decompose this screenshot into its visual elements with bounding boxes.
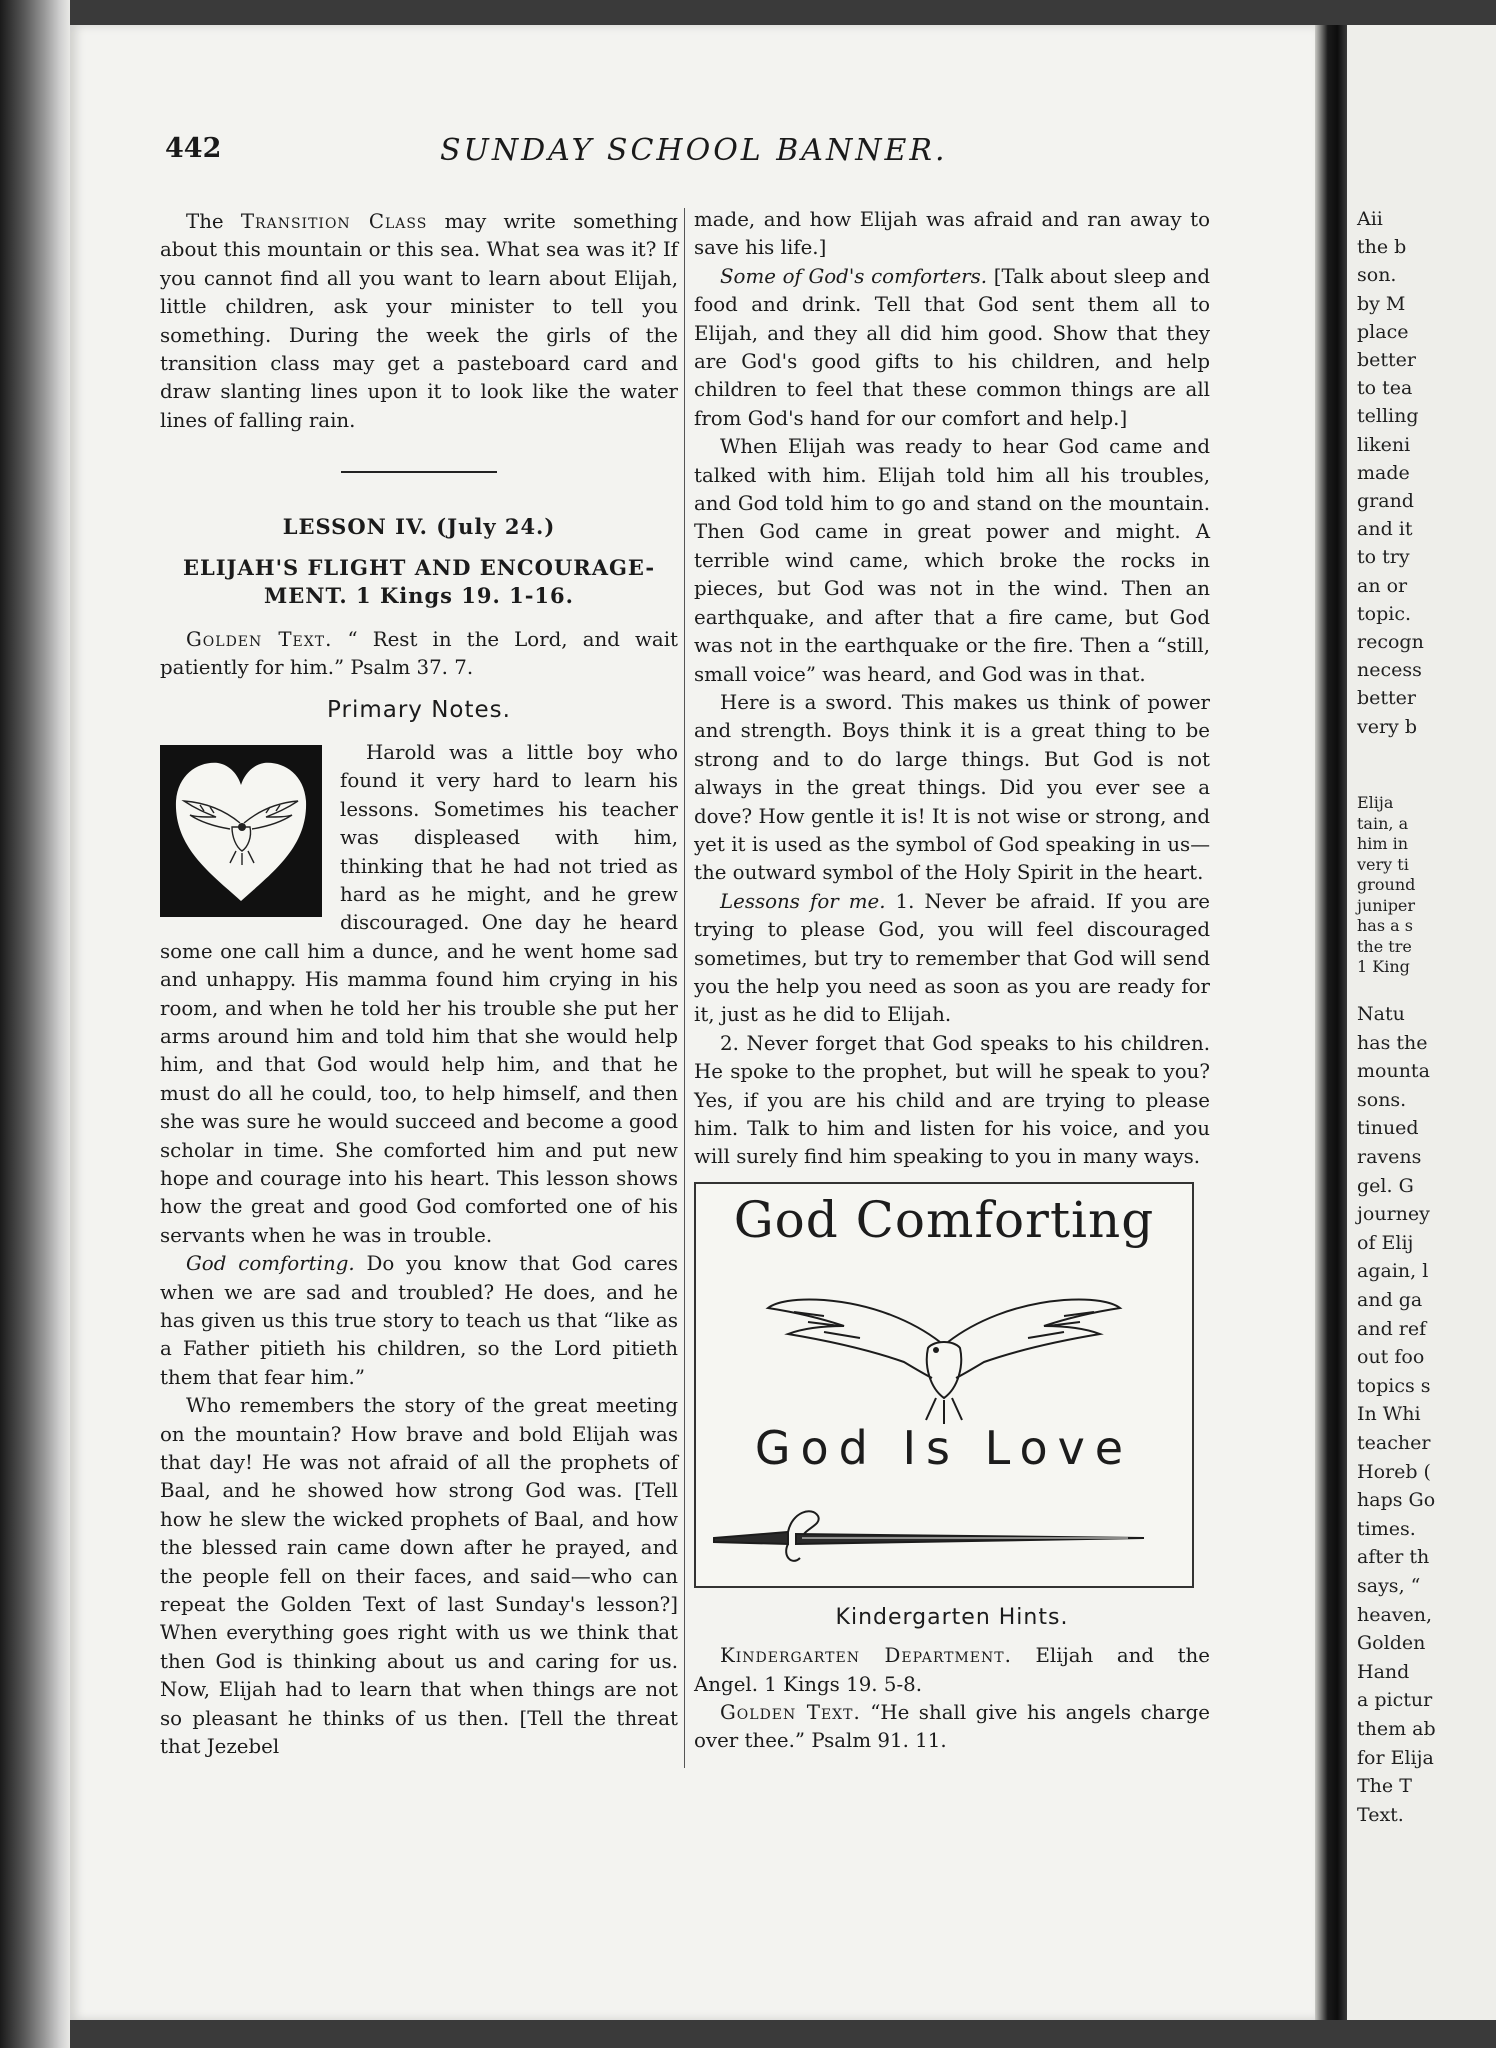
- heart-dove-illustration: [160, 745, 322, 917]
- transition-class-paragraph: The Transition Class may write something about this mountain or this sea. What sea was it? If you cannot find all you want to learn about Elijah, little children, ask your minister to tell you something. During the week the girls of the transition class may get a pasteboard card and draw slanting lines upon it to look like the water lines of falling rain.: [160, 210, 679, 432]
- column-divider: [684, 208, 685, 1768]
- next-page-line: a pictur: [1357, 1689, 1433, 1712]
- next-page-line: better: [1357, 687, 1417, 710]
- next-page-line: Text.: [1357, 1803, 1404, 1826]
- next-page-line: ravens: [1357, 1146, 1422, 1168]
- next-page-line: Hand: [1357, 1660, 1410, 1683]
- next-page-line: tinued: [1357, 1117, 1419, 1140]
- next-page-line: heaven,: [1357, 1603, 1433, 1626]
- god-talked-paragraph: When Elijah was ready to hear God came and talked with him. Elijah told him all his troubles, and God told him to go and stand on the mountain. Then God came in great power and might. A terrible wind came, which broke the rocks in pieces, but God was not in the wind. Then an earthquake, and after that a fire came, but God was not in the earthquake or the fire. Then a “still, small voice” was heard, and God was in that.: [694, 435, 1210, 686]
- page-number: 442: [165, 133, 222, 164]
- running-title: SUNDAY SCHOOL BANNER.: [440, 133, 948, 168]
- next-page-line: Golden: [1357, 1632, 1426, 1655]
- next-page-line: him in: [1357, 834, 1409, 853]
- book-spine: [1315, 25, 1347, 2020]
- next-page-line: In Whi: [1357, 1403, 1421, 1426]
- next-page-line: Natu: [1357, 1003, 1405, 1025]
- lesson-number: LESSON IV. (July 24.): [282, 514, 556, 540]
- next-page-line: place: [1357, 320, 1409, 343]
- next-page-line: to try: [1357, 546, 1410, 569]
- next-page-line: Aii: [1357, 208, 1383, 230]
- next-page-line: again, l: [1357, 1260, 1429, 1283]
- kindergarten-golden-text: Golden Text. “He shall give his angels charge over thee.” Psalm 91. 11.: [694, 1701, 1210, 1753]
- next-page-line: 1 King: [1357, 957, 1410, 976]
- next-page-line: for Elija: [1357, 1746, 1434, 1769]
- next-page-line: The T: [1357, 1775, 1412, 1798]
- next-page-line: telling: [1357, 405, 1419, 428]
- next-page-line: them ab: [1357, 1718, 1436, 1740]
- next-page-line: necess: [1357, 659, 1422, 682]
- lesson-title: ELIJAH'S FLIGHT AND ENCOURAGE-MENT. 1 Kings 19. 1-16.: [182, 554, 656, 608]
- next-page-line: haps Go: [1357, 1489, 1436, 1512]
- next-page-line: grand: [1357, 490, 1414, 512]
- next-page-line: journey: [1357, 1203, 1430, 1226]
- next-page-line: topics s: [1357, 1374, 1431, 1397]
- right-column: [694, 206, 1210, 1756]
- next-page-fragment: [1347, 25, 1496, 2020]
- god-comforting-illustration: [694, 1182, 1194, 1588]
- sword-icon: [708, 1502, 1148, 1572]
- kindergarten-department-paragraph: Kindergarten Department. Elijah and the Angel. 1 Kings 19. 5-8.: [694, 1644, 1210, 1696]
- next-page-line: ground: [1357, 875, 1416, 894]
- next-page-line: and it: [1357, 518, 1413, 541]
- section-divider: [341, 471, 497, 473]
- book-gutter: [0, 0, 70, 2048]
- next-page-line: juniper: [1357, 895, 1416, 915]
- next-page-line: after th: [1357, 1546, 1430, 1569]
- next-page-line: made: [1357, 461, 1410, 484]
- kindergarten-hints-title: Kindergarten Hints.: [835, 1604, 1069, 1630]
- next-page-line: recogn: [1357, 631, 1424, 653]
- next-page-line: son.: [1357, 264, 1397, 287]
- next-page-line: of Elij: [1357, 1231, 1414, 1254]
- lessons-for-me-paragraph: Lessons for me. 1. Never be afraid. If you are trying to please God, you will feel discouraged sometimes, but try to remember that God will send you the help you need as soon as you are ready for it, just as he did to Elijah.: [694, 889, 1211, 1027]
- god-comforting-paragraph: God comforting. Do you know that God cares when we are sad and troubled? He does, and he has given us this true story to teach us that “like as a Father pitieth his children, so the Lord pitieth them that fear him.”: [160, 1252, 678, 1389]
- next-page-line: very ti: [1357, 854, 1409, 874]
- primary-notes-title: Primary Notes.: [327, 697, 511, 724]
- next-page-line: Horeb (: [1357, 1460, 1431, 1483]
- next-page-line: teacher: [1357, 1432, 1431, 1454]
- illustration-bottom-text: God Is Love: [754, 1420, 1134, 1475]
- next-page-line: mounta: [1357, 1060, 1430, 1083]
- next-page-line: has a s: [1357, 916, 1413, 935]
- next-page-line: out foo: [1357, 1346, 1425, 1369]
- golden-text: Golden Text. “ Rest in the Lord, and wait patiently for him.” Psalm 37. 7.: [160, 627, 678, 680]
- next-page-line: and ref: [1357, 1317, 1427, 1340]
- next-page-line: to tea: [1357, 377, 1413, 400]
- illustration-top-text: God Comforting: [733, 1190, 1155, 1249]
- next-page-line: and ga: [1357, 1289, 1423, 1311]
- mountain-meeting-paragraph: Who remembers the story of the great meeting on the mountain? How brave and bold Elijah was that day! He was not afraid of all the prophets of Baal, and he showed how strong God was. [Tell how he slew the wicked prophets of Baal, and how the blessed rain came down after he prayed, and the people fell on their faces, and said—who can repeat the Golden Text of last Sunday's lesson?] When everything goes right with us we think that then God is thinking about us and caring for us. Now, Elijah had to learn that when things are not so pleasant he thinks of us then. [Tell the threat that Jezebel: [160, 1394, 678, 1759]
- next-page-line: gel. G: [1357, 1174, 1414, 1197]
- next-page-line: likeni: [1357, 433, 1411, 456]
- next-page-line: the b: [1357, 236, 1407, 259]
- heart-dove-icon: [170, 755, 312, 907]
- harold-paragraph: Harold was a little boy who found it very hard to learn his lessons. Sometimes his teacher was displeased with him, thinking that he had not tried as hard as he might, and he grew discouraged. One day he heard some one call him a dunce, and he went home sad and unhappy. His mamma found him crying in his room, and when he told her his trouble she put her arms around him and told him that she would help him, and that God would help him, and that he must do all he could, too, to help himself, and then she was sure he would succeed and become a good scholar in time. She comforted him and put new hope and courage into his heart. This lesson shows how the great and good God comforted one of his servants when he was in trouble.: [160, 740, 678, 1247]
- comforters-paragraph: Some of God's comforters. [Talk about sleep and food and drink. Tell that God sent them all to Elijah, and they all did him good. Show that they are God's good gifts to his children, and help children to feel that these common things are all from God's hand for our comfort and help.]: [694, 264, 1210, 430]
- next-page-line: says, “: [1357, 1575, 1421, 1597]
- next-page-line: very b: [1357, 715, 1417, 738]
- dove-icon: [764, 1282, 1124, 1432]
- continuation-paragraph: made, and how Elijah was afraid and ran away to save his life.]: [694, 208, 1210, 260]
- lesson-two-paragraph: 2. Never forget that God speaks to his children. He spoke to the prophet, but will he speak to you? Yes, if you are his child and are trying to please him. Talk to him and listen for his voice, and you will surely find him speaking to you in many ways.: [694, 1031, 1210, 1169]
- next-page-line: tain, a: [1357, 813, 1409, 833]
- next-page-line: the tre: [1357, 936, 1412, 956]
- next-page-line: by M: [1357, 292, 1406, 315]
- next-page-line: an or: [1357, 574, 1408, 597]
- next-page-line: topic.: [1357, 602, 1411, 625]
- next-page-line: sons.: [1357, 1088, 1407, 1111]
- next-page-line: better: [1357, 349, 1417, 371]
- next-page-line: times.: [1357, 1517, 1416, 1540]
- sword-paragraph: Here is a sword. This makes us think of power and strength. Boys think it is a great thing to be strong and to do large things. But God is not always in the great things. Did you ever see a dove? How gentle it is! It is not wise or strong, and yet it is used as the symbol of God speaking in us—the outward symbol of the Holy Spirit in the heart.: [694, 690, 1210, 885]
- next-page-line: has the: [1357, 1031, 1428, 1054]
- next-page-line: Elija: [1357, 793, 1394, 812]
- left-column: [160, 208, 678, 1762]
